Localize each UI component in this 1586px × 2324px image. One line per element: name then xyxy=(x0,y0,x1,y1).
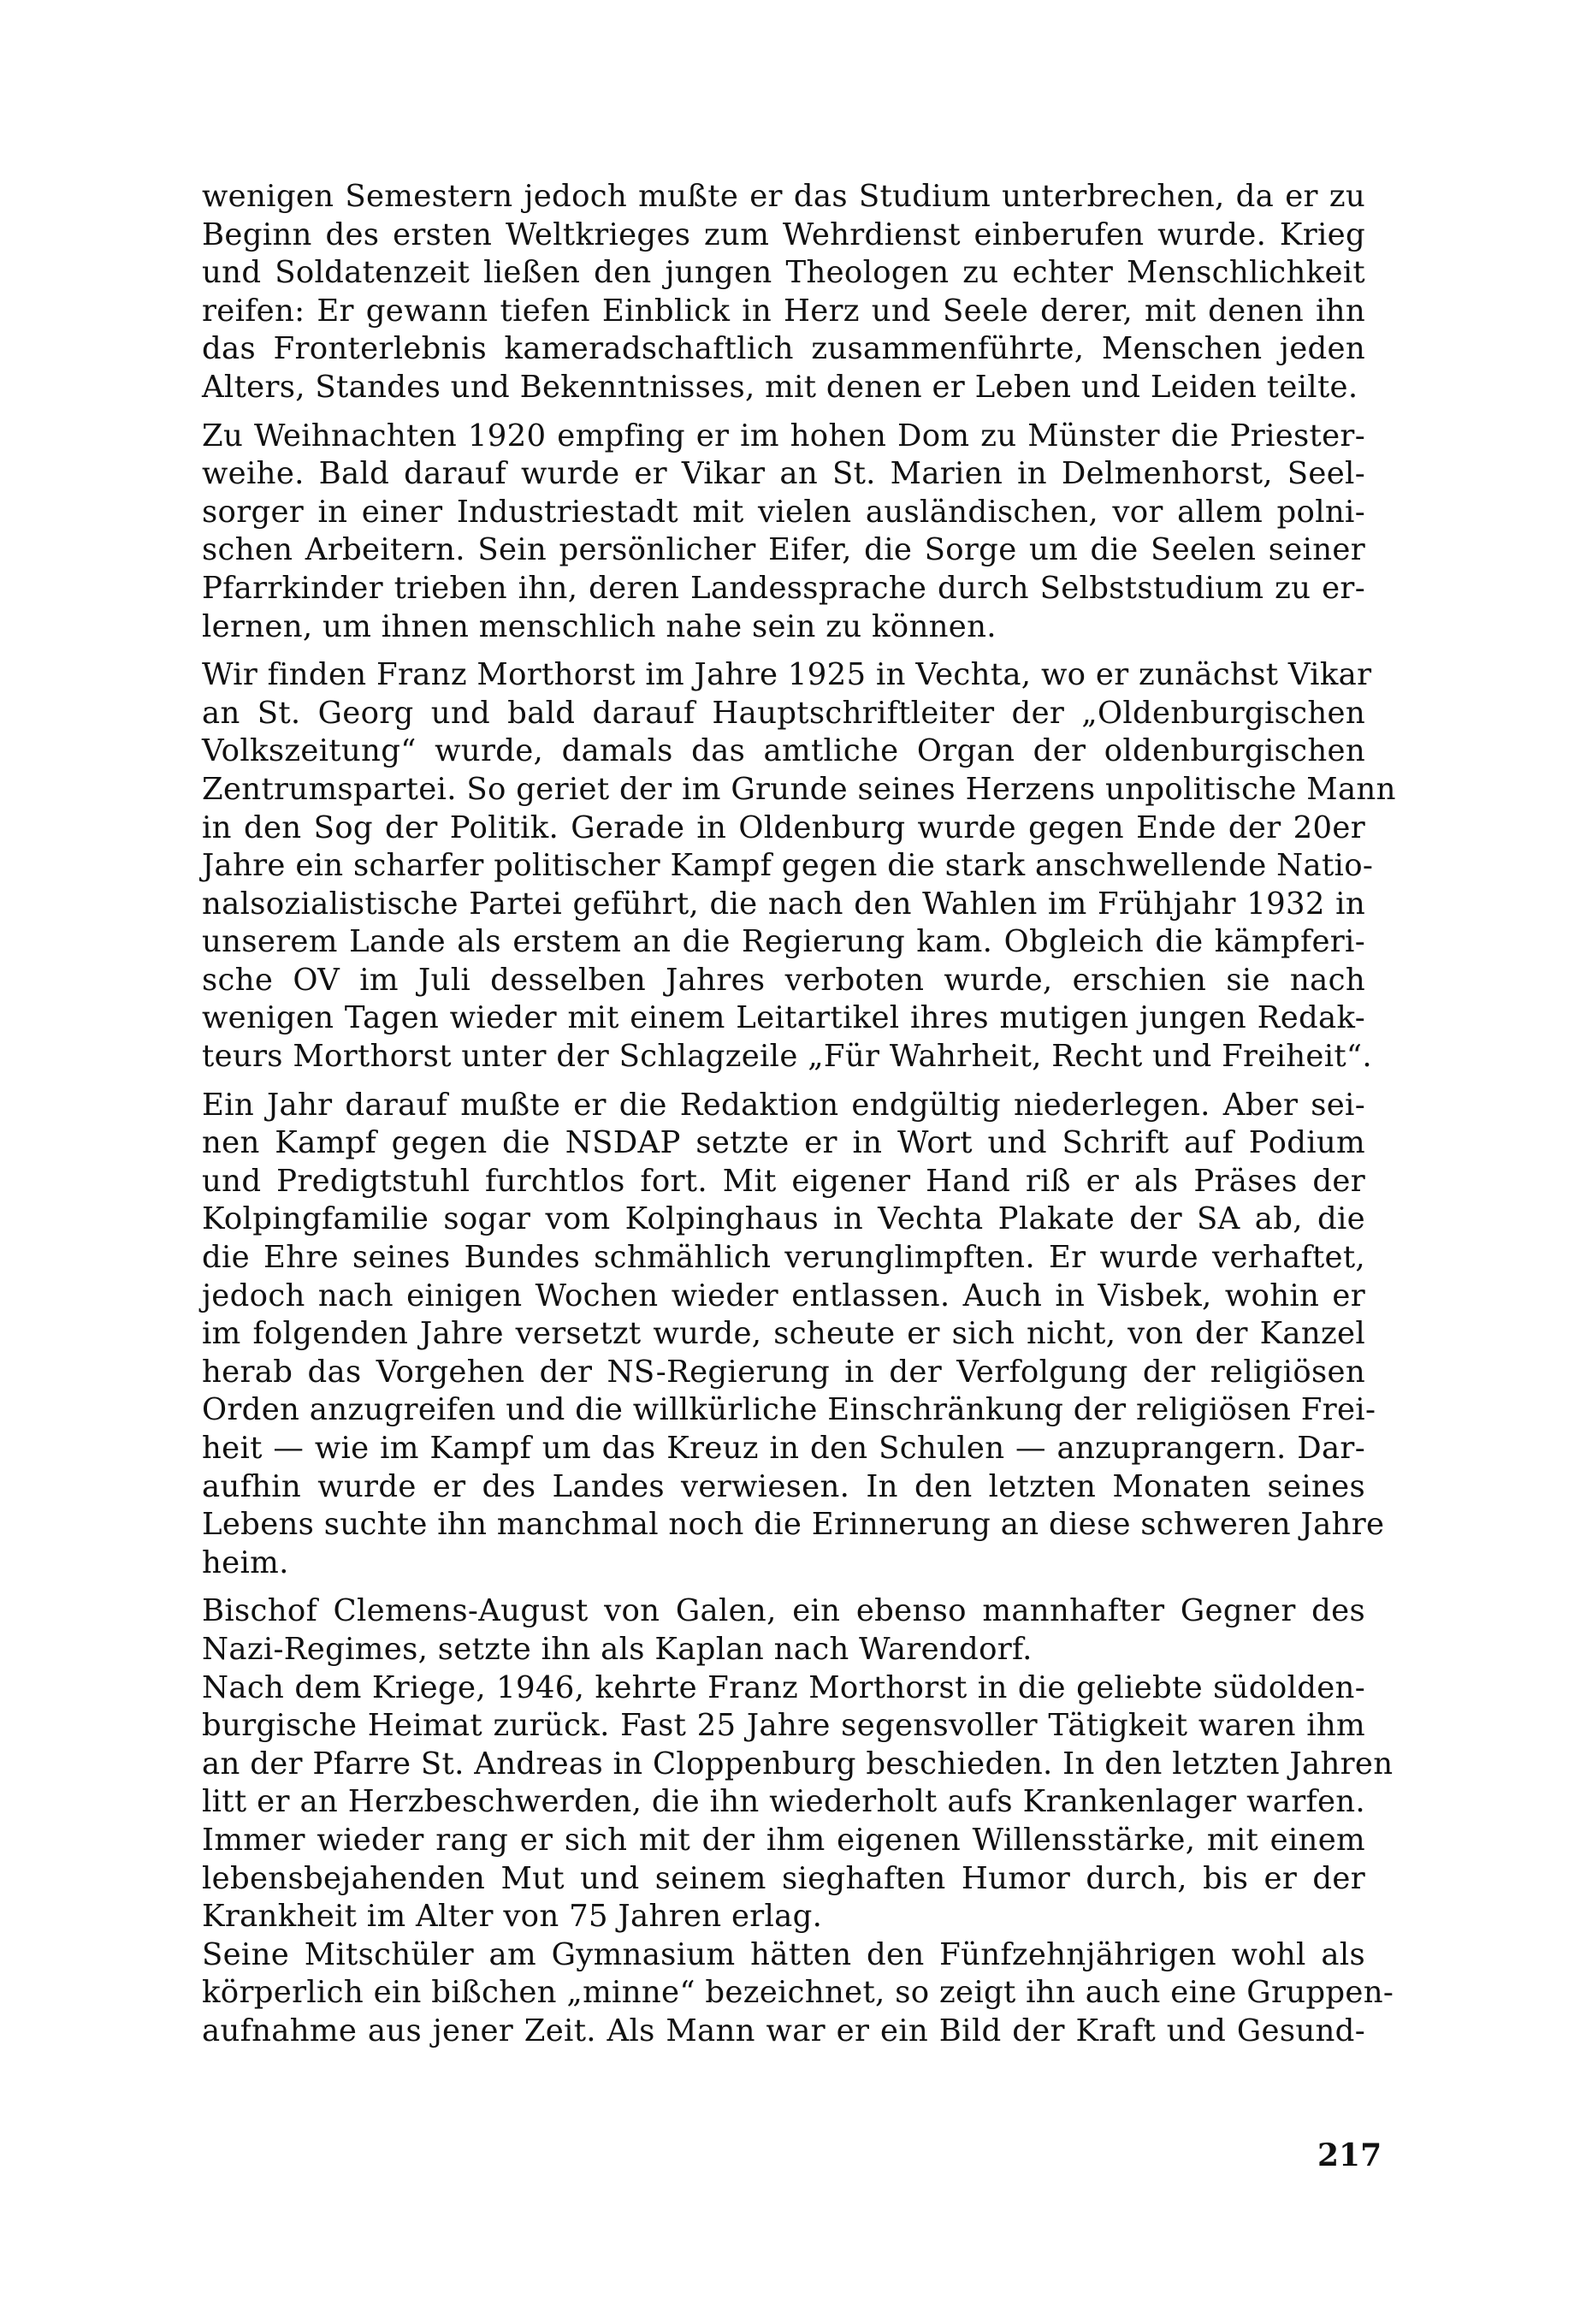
text-line: Kolpingfamilie sogar vom Kolpinghaus in Vechta Plakate der SA ab, die xyxy=(202,1201,1365,1237)
text-line: im folgenden Jahre versetzt wurde, scheute er sich nicht, von der Kanzel xyxy=(202,1316,1365,1352)
text-line: Seine Mitschüler am Gymnasium hätten den Fünfzehnjährigen wohl als xyxy=(202,1936,1365,1972)
text-line: Bischof Clemens-August von Galen, ein ebenso mannhafter Gegner des xyxy=(202,1593,1365,1629)
text-line: das Fronterlebnis kameradschaftlich zusammenführte, Menschen jeden xyxy=(202,331,1365,367)
text-line: Nach dem Kriege, 1946, kehrte Franz Morthorst in die geliebte südolden- xyxy=(202,1669,1365,1705)
text-line: Volkszeitung“ wurde, damals das amtliche Organ der oldenburgischen xyxy=(202,733,1365,769)
text-line: Lebens suchte ihn manchmal noch die Erinnerung an diese schweren Jahre xyxy=(202,1507,1385,1543)
text-line: Pfarrkinder trieben ihn, deren Landessprache durch Selbststudium zu er- xyxy=(202,570,1365,606)
text-line: aufnahme aus jener Zeit. Als Mann war er ein Bild der Kraft und Gesund- xyxy=(202,2013,1365,2048)
text-line: sorger in einer Industriestadt mit vielen ausländischen, vor allem polni- xyxy=(202,494,1365,530)
text-line: wenigen Tagen wieder mit einem Leitartikel ihres mutigen jungen Redak- xyxy=(202,1000,1365,1036)
paragraph xyxy=(202,178,1365,407)
text-line: weihe. Bald darauf wurde er Vikar an St. Marien in Delmenhorst, Seel- xyxy=(202,456,1365,492)
text-line: reifen: Er gewann tiefen Einblick in Herz und Seele derer, mit denen ihn xyxy=(202,293,1365,329)
paragraph xyxy=(202,418,1365,647)
text-line: sche OV im Juli desselben Jahres verboten wurde, erschien sie nach xyxy=(202,962,1365,998)
text-line: nalsozialistische Partei geführt, die nach den Wahlen im Frühjahr 1932 in xyxy=(202,886,1365,922)
text-line: an der Pfarre St. Andreas in Cloppenburg beschieden. In den letzten Jahren xyxy=(202,1746,1394,1782)
text-line: Orden anzugreifen und die willkürliche Einschränkung der religiösen Frei- xyxy=(202,1392,1376,1428)
text-line: teurs Morthorst unter der Schlagzeile „Für Wahrheit, Recht und Freiheit“. xyxy=(202,1039,1372,1075)
page-number: 217 xyxy=(1317,2137,1382,2173)
text-line: nen Kampf gegen die NSDAP setzte er in Wort und Schrift auf Podium xyxy=(202,1125,1365,1161)
text-line: Immer wieder rang er sich mit der ihm eigenen Willensstärke, mit einem xyxy=(202,1822,1365,1858)
text-line: Wir finden Franz Morthorst im Jahre 1925 in Vechta, wo er zunächst Vikar xyxy=(202,657,1372,693)
text-line: lernen, um ihnen menschlich nahe sein zu können. xyxy=(202,608,997,644)
text-line: Alters, Standes und Bekenntnisses, mit denen er Leben und Leiden teilte. xyxy=(202,369,1358,405)
text-line: jedoch nach einigen Wochen wieder entlassen. Auch in Visbek, wohin er xyxy=(202,1278,1365,1313)
text-line: Beginn des ersten Weltkrieges zum Wehrdienst einberufen wurde. Krieg xyxy=(202,216,1365,252)
text-line: Krankheit im Alter von 75 Jahren erlag. xyxy=(202,1899,823,1935)
text-line: Nazi-Regimes, setzte ihn als Kaplan nach Warendorf. xyxy=(202,1631,1033,1667)
text-line: Zu Weihnachten 1920 empfing er im hohen Dom zu Münster die Priester- xyxy=(202,418,1365,454)
text-line: lebensbejahenden Mut und seinem sieghaften Humor durch, bis er der xyxy=(202,1860,1365,1896)
text-line: Zentrumspartei. So geriet der im Grunde seines Herzens unpolitische Mann xyxy=(202,771,1396,807)
text-line: schen Arbeitern. Sein persönlicher Eifer, die Sorge um die Seelen seiner xyxy=(202,532,1365,568)
text-line: Ein Jahr darauf mußte er die Redaktion endgültig niederlegen. Aber sei- xyxy=(202,1087,1365,1123)
text-line: heim. xyxy=(202,1544,289,1580)
text-line: burgische Heimat zurück. Fast 25 Jahre segensvoller Tätigkeit waren ihm xyxy=(202,1708,1365,1744)
body-text xyxy=(202,178,1396,2051)
paragraph xyxy=(202,1936,1394,2051)
paragraph xyxy=(202,656,1396,1076)
paragraph xyxy=(202,1669,1394,1936)
text-line: an St. Georg und bald darauf Hauptschriftleiter der „Oldenburgischen xyxy=(202,695,1365,731)
text-line: litt er an Herzbeschwerden, die ihn wiederholt aufs Krankenlager warfen. xyxy=(202,1784,1365,1820)
text-line: herab das Vorgehen der NS-Regierung in der Verfolgung der religiösen xyxy=(202,1354,1365,1390)
paragraph xyxy=(202,1592,1365,1669)
text-line: in den Sog der Politik. Gerade in Oldenburg wurde gegen Ende der 20er xyxy=(202,809,1365,845)
paragraph xyxy=(202,1087,1385,1583)
text-line: unserem Lande als erstem an die Regierung kam. Obgleich die kämpferi- xyxy=(202,924,1365,960)
text-line: wenigen Semestern jedoch mußte er das Studium unterbrechen, da er zu xyxy=(202,179,1365,214)
text-line: die Ehre seines Bundes schmählich verunglimpften. Er wurde verhaftet, xyxy=(202,1240,1365,1276)
text-line: aufhin wurde er des Landes verwiesen. In den letzten Monaten seines xyxy=(202,1468,1365,1504)
text-line: Jahre ein scharfer politischer Kampf gegen die stark anschwellende Natio- xyxy=(202,848,1374,884)
text-line: und Soldatenzeit ließen den jungen Theologen zu echter Menschlichkeit xyxy=(202,255,1365,291)
text-line: heit — wie im Kampf um das Kreuz in den Schulen — anzuprangern. Dar- xyxy=(202,1431,1365,1466)
text-line: körperlich ein bißchen „minne“ bezeichnet, so zeigt ihn auch eine Gruppen- xyxy=(202,1975,1394,2011)
text-line: und Predigtstuhl furchtlos fort. Mit eigener Hand riß er als Präses der xyxy=(202,1163,1365,1199)
